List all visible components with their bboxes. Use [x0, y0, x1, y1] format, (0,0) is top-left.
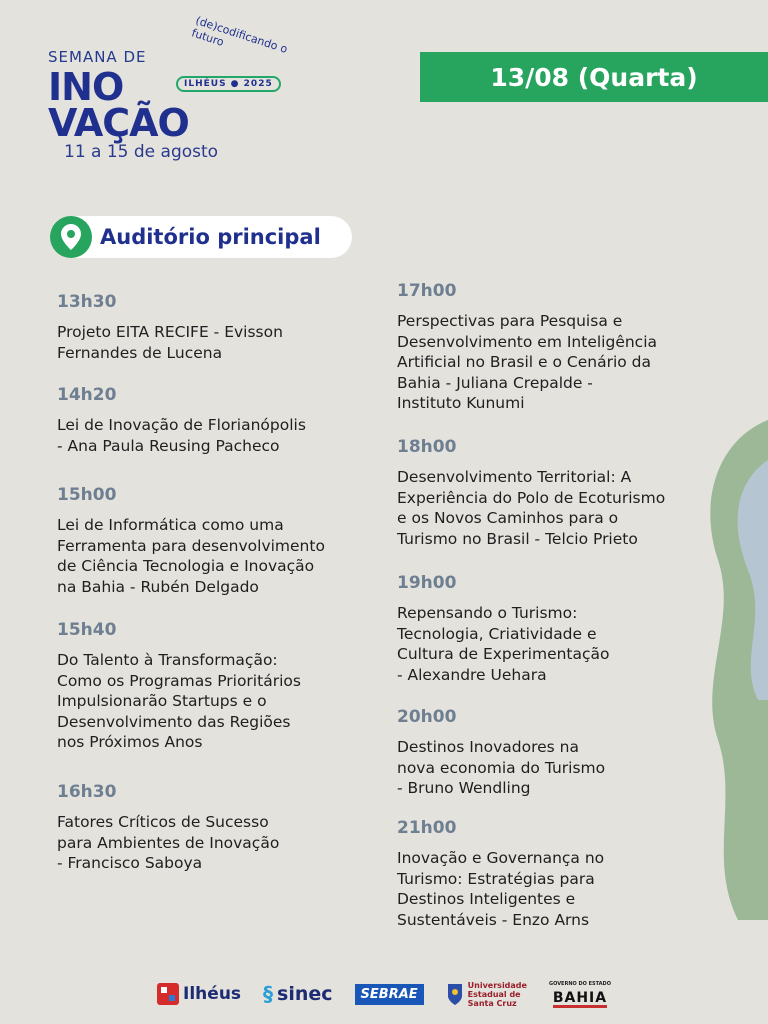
location-pin-icon	[50, 216, 92, 258]
logo-semana: SEMANA DE	[48, 48, 147, 66]
logo-uesc	[446, 981, 527, 1008]
slot-time: 18h00	[397, 437, 457, 457]
sinec-wordmark: sinec	[277, 983, 333, 1005]
uesc-line: Universidade	[467, 980, 527, 990]
slot-title: Do Talento à Transformação: Como os Programas Prioritários Impulsionarão Startups e o Desenvolvimento das Regiões nos Próximos Anos	[57, 651, 301, 751]
logo-ilheus-badge: ILHÉUS ● 2025	[176, 76, 281, 92]
logo-tagline: (de)codificando o futuro	[189, 14, 290, 56]
schedule-slot	[57, 292, 283, 363]
schedule-slot	[57, 620, 301, 753]
schedule-slot	[397, 707, 605, 799]
uesc-crest-icon	[446, 982, 464, 1006]
slot-title: Inovação e Governança no Turismo: Estratégias para Destinos Inteligentes e Sustentáveis - Enzo Arns	[397, 849, 605, 929]
day-banner: 13/08 (Quarta)	[420, 52, 768, 102]
slot-time: 15h00	[57, 485, 117, 505]
slot-time: 15h40	[57, 620, 117, 640]
event-dates: 11 a 15 de agosto	[64, 142, 219, 162]
slot-title: Fatores Críticos de Sucesso para Ambientes de Inovação - Francisco Saboya	[57, 813, 280, 872]
slot-time: 17h00	[397, 281, 457, 301]
slot-title: Perspectivas para Pesquisa e Desenvolvimento em Inteligência Artificial no Brasil e o Cenário da Bahia - Juliana Crepalde - Instituto Kunumi	[397, 312, 658, 412]
logo-ino: INO	[48, 65, 124, 109]
slot-time: 19h00	[397, 573, 457, 593]
uesc-wordmark	[468, 981, 527, 1008]
schedule-slot	[57, 782, 279, 874]
schedule-slot	[397, 437, 665, 549]
slot-title: Repensando o Turismo: Tecnologia, Criatividade e Cultura de Experimentação - Alexandre Uehara	[397, 604, 610, 684]
schedule-slot	[57, 485, 325, 597]
schedule-slot	[397, 281, 657, 414]
slot-time: 13h30	[57, 292, 117, 312]
slot-title: Lei de Inovação de Florianópolis - Ana Paula Reusing Pacheco	[57, 416, 306, 455]
ilheus-wordmark: Ilhéus	[183, 984, 242, 1004]
venue-label: Auditório principal	[100, 225, 321, 249]
venue-pill	[54, 216, 352, 258]
logo-vacao: VAÇÃO	[48, 101, 189, 145]
schedule-slot	[397, 573, 610, 685]
decorative-wave	[698, 400, 768, 920]
uesc-line: Estadual de	[467, 989, 521, 999]
uesc-line: Santa Cruz	[467, 998, 517, 1008]
bahia-wordmark: BAHIA	[552, 989, 608, 1006]
slot-title: Destinos Inovadores na nova economia do Turismo - Bruno Wendling	[397, 738, 606, 797]
ilheus-crest-icon	[157, 983, 179, 1005]
sponsor-logos	[0, 974, 768, 1014]
sinec-symbol-icon: §	[263, 982, 274, 1006]
slot-title: Lei de Informática como uma Ferramenta para desenvolvimento de Ciência Tecnologia e Inovação na Bahia - Rubén Delgado	[57, 516, 325, 596]
slot-time: 20h00	[397, 707, 457, 727]
bahia-gov-label: GOVERNO DO ESTADO	[548, 980, 611, 987]
event-logo	[48, 14, 308, 145]
slot-time: 16h30	[57, 782, 117, 802]
logo-sinec	[263, 982, 333, 1006]
logo-sebrae	[355, 984, 424, 1005]
logo-governo-bahia	[549, 981, 611, 1008]
sebrae-wordmark: SEBRAE	[355, 984, 424, 1005]
schedule-slot	[397, 818, 604, 930]
slot-title: Desenvolvimento Territorial: A Experiência do Polo de Ecoturismo e os Novos Caminhos para o Turismo no Brasil - Telcio Prieto	[397, 468, 666, 548]
logo-ilheus	[157, 983, 241, 1005]
slot-time: 21h00	[397, 818, 457, 838]
slot-time: 14h20	[57, 385, 117, 405]
slot-title: Projeto EITA RECIFE - Evisson Fernandes de Lucena	[57, 323, 283, 362]
schedule-slot	[57, 385, 306, 456]
